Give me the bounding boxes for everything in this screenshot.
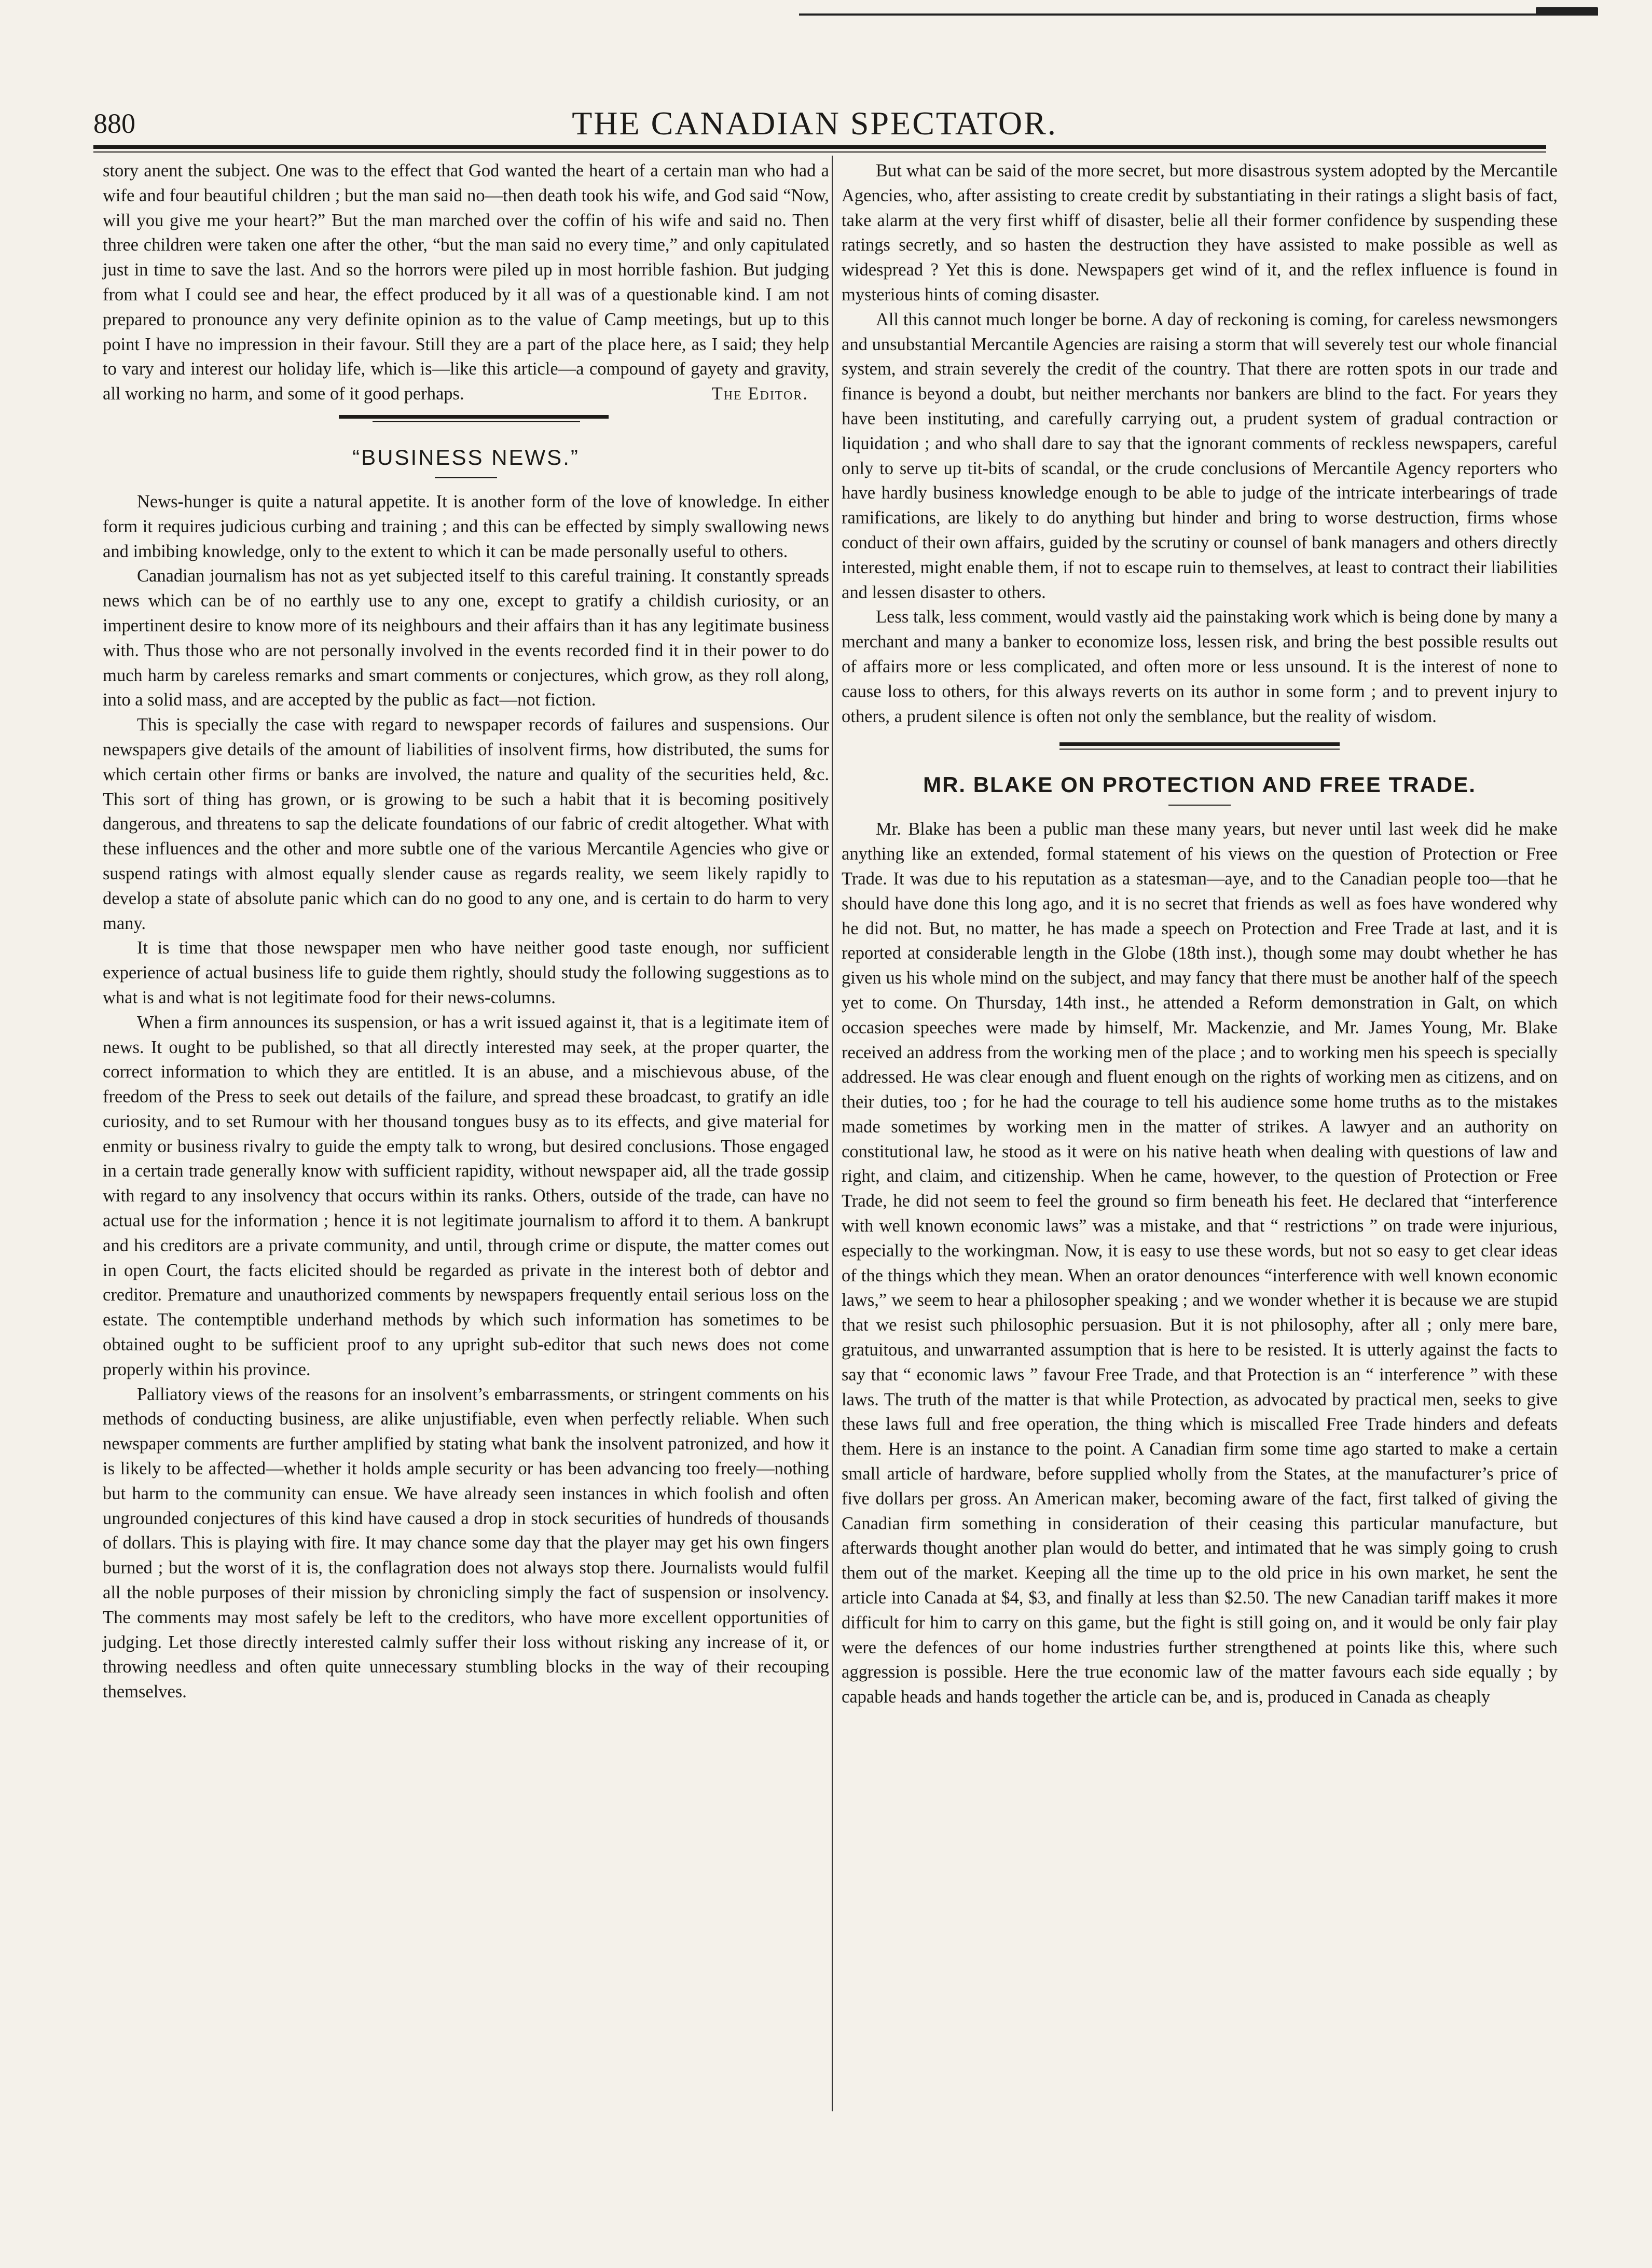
article-paragraph: Canadian journalism has not as yet subjected itself to this careful training. It constantly spreads news which can be of no earthly use to any one, except to gratify a childish curiosity, or an impertinent desire to know more of its neighbours and their affairs than it has any legitimate business with. Thus those who are not personally involved in the events recorded find it in their power to do much harm by careless remarks and smart comments or conjectures, which grow, as they roll along, into a solid mass, and are accepted by the public as fact—not fiction. (103, 566, 829, 710)
header-rule-thin (93, 151, 1546, 153)
business-news-title: “BUSINESS NEWS.” (352, 445, 580, 469)
article-paragraph: This is specially the case with regard to newspaper records of failures and suspensions. Our newspapers give details of the amount of liabilities of insolvent firms, how distributed, the sums for which certain other firms or banks are involved, the nature and quality of the securities held, &c. This sort of thing has grown, or is growing to be such a habit that it is becoming positively dangerous, and threatens to sap the delicate foundations of our fabric of credit altogether. What with these influences and the other and more subtle one of the various Mercantile Agencies who give or suspend ratings with almost equally slender cause as regards reality, we seem likely rapidly to develop a state of absolute panic which can do no good to any one, and is certain to do harm to very many. (103, 715, 829, 933)
title-rule (1168, 805, 1231, 806)
title-rule (435, 477, 497, 478)
intro-paragraph: story anent the subject. One was to the effect that God wanted the heart of a certain man who had a wife and four beautiful children ; but the man said no—then death took his wife, and God said “Now, will you give me your heart?” But the man marched over the coffin of his wife and said no. Then three children were taken one after the other, “but the man said no every time,” and only capitulated just in time to save the last. And so the horrors were piled up in most horrible fashion. But judging from what I could see and hear, the effect produced by it all was of a questionable kind. I am not prepared to pronounce any very definite opinion as to the value of Camp meetings, but up to this point I have no impression in their favour. Still they are a part of the place here, as I said; they help to vary and interest our holiday life, which is—like this article—a compound of gayety and gravity, all working no harm, and some of it good perhaps. (103, 161, 829, 404)
left-column (103, 159, 829, 1705)
page-header (93, 102, 1536, 145)
column-divider (832, 156, 833, 2111)
section-separator (842, 729, 1558, 760)
article-paragraph: News-hunger is quite a natural appetite. It is another form of the love of knowledge. In either form it requires judicious curbing and training ; and this can be effected by simply swallowing news and imbibing knowledge, only to the extent to which it can be made personally useful to others. (103, 491, 829, 561)
section-separator (103, 407, 829, 433)
article-paragraph: Mr. Blake has been a public man these many years, but never until last week did he make anything like an extended, formal statement of his views on the question of Protection or Free Trade. It was due to his reputation as a statesman—aye, and to the Canadian people too—that he should have done this long ago, and it is no secret that friends as well as foes have wondered why he did not. But, no matter, he has made a speech on Protection and Free Trade at last, and it is reported at considerable length in the Globe (18th inst.), though some may doubt whether he has given us his whole mind on the subject, and may fancy that there must be another half of the speech yet to come. On Thursday, 14th inst., he attended a Reform demonstration in Galt, on which occasion speeches were made by himself, Mr. Mackenzie, and Mr. James Young, Mr. Blake received an address from the working men of the place ; and to working men his speech is specially addressed. He was clear enough and fluent enough on the rights of working men as citizens, and on their duties, too ; for he had the courage to tell his audience some home truths as to the mistakes made sometimes by working men in the matter of strikes. A lawyer and an authority on constitutional law, he stood as it were on his native heath when dealing with questions of law and right, and claim, and citizenship. When he came, however, to the question of Protection or Free Trade, he did not seem to feel the ground so firm beneath his feet. He declared that “interference with well known economic laws” was a mistake, and that “ restrictions ” on trade were injurious, especially to the workingman. Now, it is easy to use these words, but not so easy to get clear ideas of the things which they mean. When an orator denounces “interference with well known economic laws,” we seem to hear a philosopher speaking ; and we wonder whether it is because we are stupid that we resist such philosophic persuasion. But it is not philosophy, after all ; only mere bare, gratuitous, and unwarranted assumption that is here to be resisted. It is utterly against the facts to say that “ economic laws ” favour Free Trade, and that Protection is an “ interference ” with these laws. The truth of the matter is that while Protection, as advocated by practical men, seeks to give these laws full and free operation, the thing which is miscalled Free Trade hinders and defeats them. Here is an instance to the point. A Canadian firm some time ago started to make a certain small article of hardware, before supplied wholly from the States, at the manufacturer’s price of five dollars per gross. An American maker, becoming aware of the fact, first talked of giving the Canadian firm something in consideration of their ceasing this particular manufacture, but afterwards thought another plan would do better, and intimated that he was simply going to crush them out of the market. Keeping all the time up to the old price in his own market, he sent the article into Canada at $4, $3, and finally at less than $2.50. The new Canadian tariff makes it more difficult for him to carry on this game, but the fight is still going on, and it would be only fair play were the defences of our home industries further strengthened at points like this, where such aggression is possible. Here the true economic law of the matter favours each side equally ; by capable heads and hands together the article can be, and is, produced in Canada as cheaply (842, 819, 1558, 1707)
article-paragraph: Less talk, less comment, would vastly aid the painstaking work which is being done by many a merchant and many a banker to economize loss, lessen risk, and bring the best possible results out of affairs more or less complicated, and often more or less unsound. It is the interest of none to cause loss to others, for this always reverts on its author in some form ; and to prevent injury to others, a prudent silence is often not only the semblance, but the reality of wisdom. (842, 607, 1558, 726)
page-number: 880 (93, 108, 135, 139)
right-column (842, 159, 1558, 1710)
article-paragraph: All this cannot much longer be borne. A day of reckoning is coming, for careless newsmongers and unsubstantial Mercantile Agencies are raising a storm that will severely test our whole financial system, and strain severely the credit of the country. That there are rotten spots in our trade and finance is beyond a doubt, but neither merchants nor bankers are blind to the fact. For years they have been instituting, and carefully carrying out, a prudent system of gradual contraction or liquidation ; and who shall dare to say that the ignorant comments of reckless newspapers, careful only to serve up tit-bits of scandal, or the crude conclusions of Mercantile Agency reporters who have hardly business knowledge enough to be able to judge of the intricate interbearings of trade ramifications, are likely to do anything but hinder and bring to worse destruction, firms whose conduct of their own affairs, guided by the scrutiny or counsel of bank managers and others directly interested, might enable them, if not to escape ruin to themselves, at least to contract their liabilities and lessen disaster to others. (842, 309, 1558, 602)
article-paragraph: It is time that those newspaper men who have neither good taste enough, nor sufficient experience of actual business life to guide them rightly, should study the following suggestions as to what is and what is not legitimate food for their news-columns. (103, 938, 829, 1007)
blake-article-title: MR. BLAKE ON PROTECTION AND FREE TRADE. (923, 772, 1476, 797)
article-paragraph: But what can be said of the more secret, but more disastrous system adopted by the Mercantile Agencies, who, after assisting to create credit by substantiating in their ratings a slight basis of fact, take alarm at the very first whiff of disaster, belie all their former confidence by suspending these ratings secretly, and so hasten the destruction they have assisted to make possible as well as widespread ? Yet this is done. Newspapers get wind of it, and the reflex influence is found in mysterious hints of coming disaster. (842, 161, 1558, 305)
top-border-mark (1536, 7, 1598, 15)
header-rule-thick (93, 145, 1546, 149)
article-paragraph: When a firm announces its suspension, or has a writ issued against it, that is a legitimate item of news. It ought to be published, so that all directly interested may seek, at the proper quarter, the correct information to which they are entitled. It is an abuse, and a mischievous abuse, of the freedom of the Press to seek out details of the failure, and spread these broadcast, to gratify an idle curiosity, and to set Rumour with her thousand tongues busy as to its effects, and give material for enmity or business rivalry to guide the empty talk to wrong, but desired conclusions. Those engaged in a certain trade generally know with sufficient rapidity, without newspaper aid, all the trade gossip with regard to any insolvency that occurs within its ranks. Others, outside of the trade, can have no actual use for the information ; hence it is not legitimate journalism to afford it to them. A bankrupt and his creditors are a private community, and until, through crime or dispute, the matter comes out in open Court, the facts elicited should be regarded as private in the interest both of debtor and creditor. Premature and unauthorized comments by newspapers frequently entail serious loss on the estate. The contemptible underhand methods by which such information has sometimes to be obtained ought to be sufficient proof to any upright sub-editor that such news does not come properly within his province. (103, 1012, 829, 1379)
top-border-line (799, 13, 1598, 16)
editor-signature: The Editor. (711, 384, 808, 404)
masthead-title: THE CANADIAN SPECTATOR. (572, 105, 1057, 142)
article-paragraph: Palliatory views of the reasons for an insolvent’s embarrassments, or stringent comments on his methods of conducting business, are alike unjustifiable, even when perfectly reliable. When such newspaper comments are further amplified by stating what bank the insolvent patronized, and how it is likely to be affected—whether it holds ample security or has been advancing too freely—nothing but harm to the community can ensue. We have already seen instances in which foolish and often ungrounded conjectures of this kind have caused a drop in stock securities of hundreds of thousands of dollars. This is playing with fire. It may chance some day that the player may get his own fingers burned ; but the worst of it is, the conflagration does not always stop there. Journalists would fulfil all the noble purposes of their mission by chronicling simply the fact of suspension or insolvency. The comments may most safely be left to the creditors, who have more excellent opportunities of judging. Let those directly interested calmly suffer their loss without risking any increase of it, or throwing needless and often quite unnecessary stumbling blocks in the way of their recouping themselves. (103, 1384, 829, 1702)
